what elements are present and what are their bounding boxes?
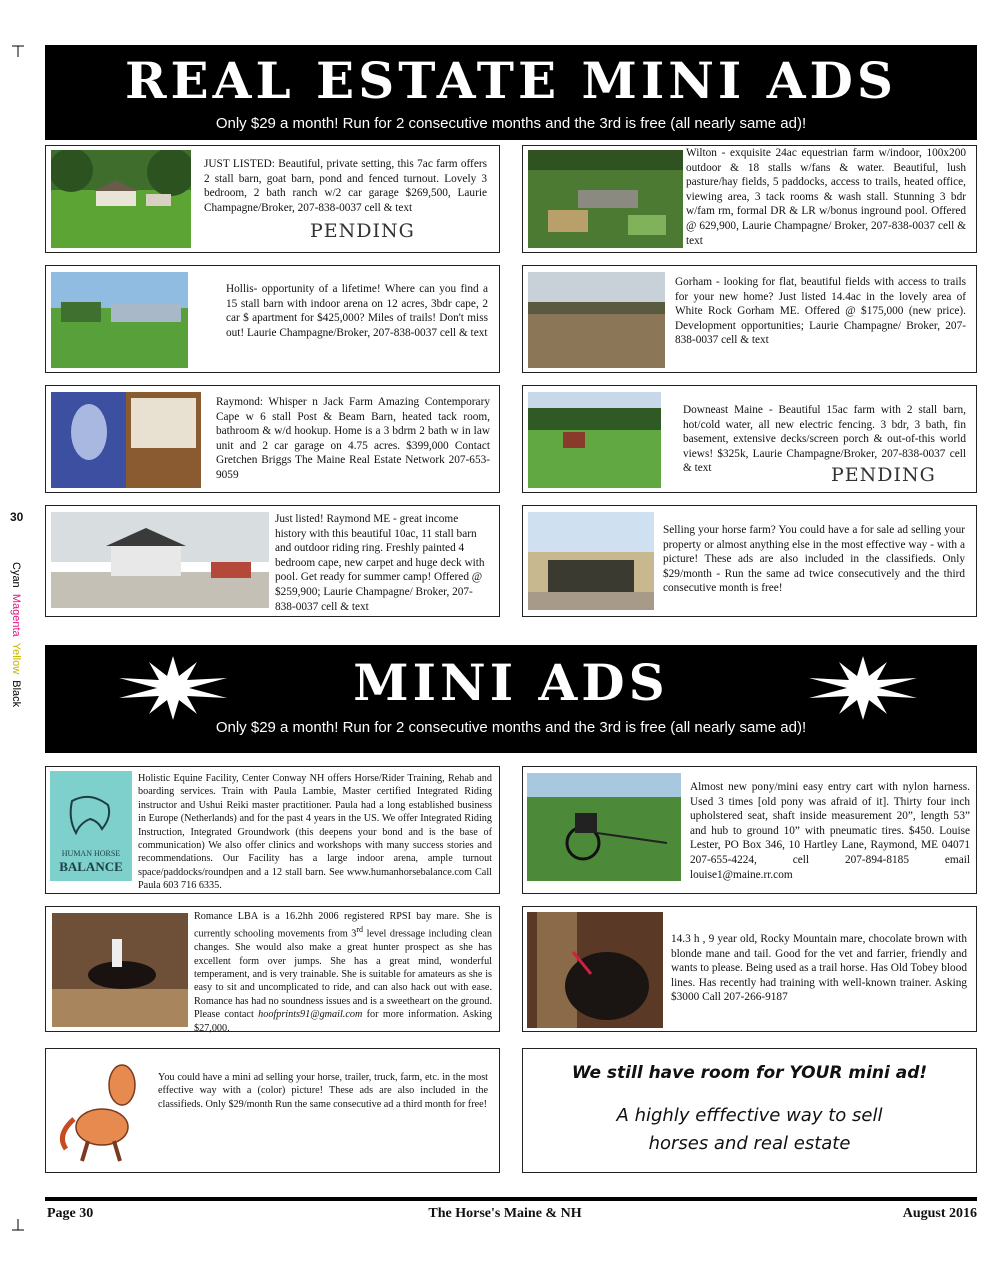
real-estate-title: REAL ESTATE MINI ADS: [125, 51, 897, 110]
cartoon-horse-icon: [52, 1057, 152, 1165]
logo-text-line1: HUMAN HORSE: [61, 849, 121, 858]
ad-text: Selling your horse farm? You could have a for sale ad selling your property or almost anything else in the most effective way - with a picture! These ads are also included in the classifieds. Only $29/month - Run the same ad twice consecutively and the third consecutive month is free!: [663, 524, 965, 595]
real-estate-ad-7: [45, 505, 500, 617]
color-label-yellow: Yellow: [10, 642, 22, 675]
real-estate-ad-2: [522, 145, 977, 253]
ad-photo-equestrian-farm: [528, 150, 683, 248]
footer-rule: [45, 1197, 977, 1201]
mini-ad-3: [45, 906, 500, 1032]
color-label-black: Black: [10, 680, 22, 708]
mini-ads-subtitle: Only $29 a month! Run for 2 consecutive months and the 3rd is free (all nearly same ad)!: [215, 719, 807, 736]
crop-mark-top: [12, 44, 24, 56]
mini-ad-4: [522, 906, 977, 1032]
contact-email[interactable]: hoofprints91@gmail.com: [258, 1009, 363, 1021]
pending-badge: PENDING: [831, 464, 936, 486]
ad-text: Almost new pony/mini easy entry cart with nylon harness. Used 3 times [old pony was afraid of it]. Thirty four inch upholstered seat, shaft inside measurement 20”, length 53” and hub to ground 10” with pneumatic tires. $450. Louise Lester, PO Box 346, 10 Hartley Lane, Raymond, ME 04071 207-655-4224, cell 207-894-8185 email louise1@maine.rr.com: [690, 781, 970, 881]
ad-photo-raymond-interior: [51, 392, 201, 488]
footer-date: August 2016: [902, 1206, 977, 1221]
pending-badge: PENDING: [310, 220, 415, 242]
real-estate-ad-1: [45, 145, 500, 253]
promo-box: [522, 1048, 977, 1173]
ad-text: Gorham - looking for flat, beautiful fields with access to trails for your new home? Just listed 14.4ac in the lovely area of White Rock Gorham ME. Offered @ $175,000 (new price). Development opportunities; Laurie Champagne/ Broker, 207-838-0037 cell & text: [675, 276, 966, 347]
ad-text: Holistic Equine Facility, Center Conway NH offers Horse/Rider Training, Rehab and boarding services. Train with Paula Lambie, Master certified Integrated Riding instructor and Ushui Reiki master practitioner. Paula had a long established business in Europe (Netherlands) and for the past 4 years in the US. We offer Integrated Riding Instruction, Integrated Groundwork (this deepens your bond and is the base of communication) We also offer clinics and workshops with many success stories and recommendations. Our Facility has a large indoor arena, ample turnout space/paddocks/roundpen and a 12 stall barn. See www.humanhorsebalance.com Call Paula 603 716 6335.: [138, 773, 492, 892]
ad-text: JUST LISTED: Beautiful, private setting, this 7ac farm offers 2 stall barn, goat barn, pond and fenced turnout. Lovely 3 bedroom, 2 bath ranch w/2 car garage $269,500, Laurie Champagne/Broker, 207-838-0037 cell & text: [204, 158, 487, 214]
logo-text-line2: BALANCE: [59, 859, 123, 874]
ad-text: Romance LBA is a 16.2hh 2006 registered RPSI bay mare. She is currently schooling movements from 3rd level dressage including clean changes. She would also make a great hunter prospect as she has excellent form over jumps. She has a great mind, wonderful temperament, and is very trainable. She is suitable for amateurs as she is easy to sit and uncomplicated to ride, and can also hack out with ease. Romance has had no soundness issues and is a sweetheart on the ground. Please contact hoofprints91@gmail.com for more information. Asking $27,000.: [194, 911, 492, 1034]
ad-photo-ranch: [51, 150, 191, 248]
mini-ad-2: [522, 766, 977, 894]
real-estate-ad-5: [45, 385, 500, 493]
footer-page: Page 30: [47, 1206, 94, 1221]
side-color-labels: [10, 562, 22, 707]
ad-photo-hollis-barn: [51, 272, 188, 368]
human-horse-balance-logo: [50, 771, 132, 881]
footer-publication: The Horse's Maine & NH: [428, 1206, 582, 1221]
promo-line1: A highly efffective way to sell: [616, 1105, 883, 1126]
side-page-number: 30: [10, 510, 24, 524]
real-estate-ad-6: [522, 385, 977, 493]
mini-ad-5: [45, 1048, 500, 1173]
ad-text: Just listed! Raymond ME - great income history with this beautiful 10ac, 11 stall barn and outdoor riding ring. Freshly painted 4 bedroom cape, new carpet and huge deck with pool. Get ready for summer camp! Offered @ $259,900; Laurie Champagne/ Broker, 207-838-0037 cell & text: [275, 513, 485, 613]
real-estate-subtitle: Only $29 a month! Run for 2 consecutive months and the 3rd is free (all nearly same ad)!: [215, 115, 807, 132]
real-estate-ad-4: [522, 265, 977, 373]
ad-text: Hollis- opportunity of a lifetime! Where can you find a 15 stall barn with indoor arena on 12 acres, 3bdr cape, 2 car $ apartment for $425,000? Miles of trails! Don't miss out! Laurie Champagne/Broker, 207-838-0037 cell & text: [226, 283, 488, 339]
ad-text: You could have a mini ad selling your horse, trailer, truck, farm, etc. in the most effective way with a (color) picture! These ads are also included in the classifieds. Only $29/month Run the same consecutive ad a third month for free!: [158, 1072, 488, 1110]
mini-ads-banner: [45, 645, 977, 753]
promo-headline: We still have room for YOUR mini ad!: [571, 1063, 928, 1083]
mini-ad-1: [45, 766, 500, 894]
promo-line2: horses and real estate: [648, 1133, 851, 1154]
ad-photo-raymond-cape: [51, 512, 269, 608]
ad-photo-rocky-mountain-mare: [527, 912, 663, 1028]
mini-ads-title: MINI ADS: [353, 653, 669, 712]
real-estate-banner: [45, 45, 977, 140]
real-estate-ad-8: [522, 505, 977, 617]
ad-text: Wilton - exquisite 24ac equestrian farm w/indoor, 100x200 outdoor & 18 stalls w/fans & water. Beautiful, lush pasture/hay fields, 5 paddocks, access to trails, heated office, viewing area, 3 tack rooms & wash stall. Stunning 3 bdr w/fam rm, formal DR & LR w/bonus inground pool. Offered @ 629,900, Laurie Champagne/ Broker, 207-838-0037 cell & text: [686, 147, 966, 247]
ad-photo-gorham-field: [528, 272, 665, 368]
ad-text: 14.3 h , 9 year old, Rocky Mountain mare, chocolate brown with blonde mane and tail. Good for the vet and farrier, friendly and wants to please. Being used as a trail horse. Has Old Tobey blood lines. Has recently had training with well-known trainer. Asking $3000 Call 207-266-9187: [671, 933, 967, 1004]
ad-photo-pony-cart: [527, 773, 681, 881]
color-label-magenta: Magenta: [10, 593, 22, 637]
ad-photo-palace: [528, 512, 654, 610]
ad-text: Downeast Maine - Beautiful 15ac farm with 2 stall barn, hot/cold water, all new electric fencing. 3 bdr, 3 bath, fin basement, extensive decks/screen porch & out-of-this world views! $325k, Laurie Champagne/Broker, 207-838-0037 cell & text: [683, 404, 966, 475]
ad-photo-downeast-farm: [528, 392, 661, 488]
color-label-cyan: Cyan: [10, 562, 22, 588]
real-estate-ad-3: [45, 265, 500, 373]
ad-text: Raymond: Whisper n Jack Farm Amazing Contemporary Cape w 6 stall Post & Beam Barn, heated tack room, bathroom & w/d hookup. Home is a 3 bdrm 2 bath w in law unit and 2 car garage on 4.75 acres. $399,000 Contact Gretchen Briggs The Maine Real Estate Network 207-653-9059: [216, 396, 490, 481]
ad-photo-dressage-mare: [52, 913, 188, 1027]
